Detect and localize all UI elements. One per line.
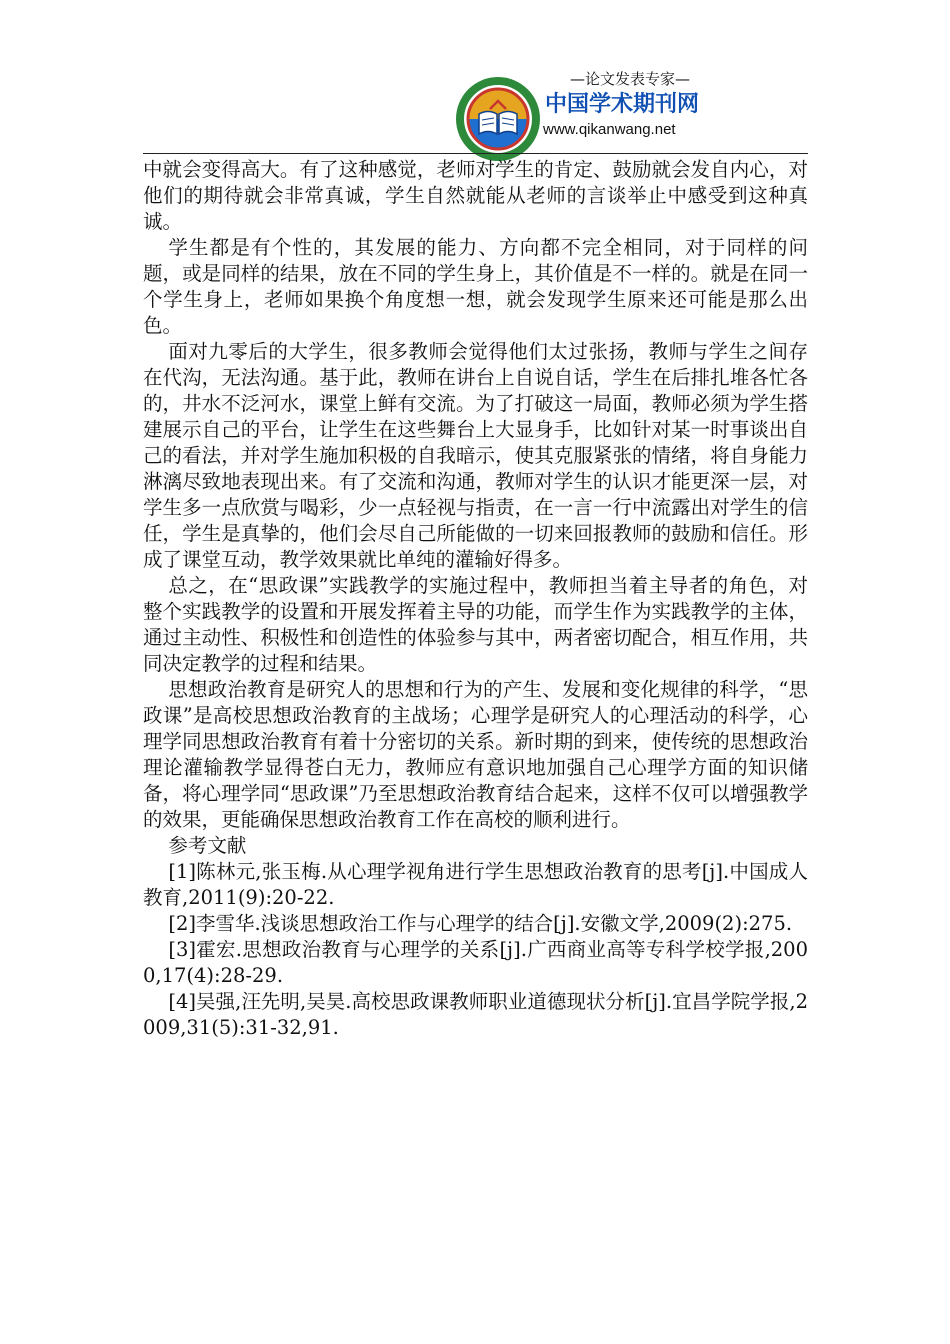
brand-site-name: 中国学术期刊网 xyxy=(545,92,700,117)
brand-site-url[interactable]: www.qikanwang.net xyxy=(543,121,676,138)
body-paragraph: 面对九零后的大学生，很多教师会觉得他们太过张扬，教师与学生之间存在代沟，无法沟通。基于此，教师在讲台上自说自话，学生在后排扎堆各忙各的，井水不泛河水，课堂上鲜有交流。为了打破这一局面，教师必须为学生搭建展示自己的平台，让学生在这些舞台上大显身手，比如针对某一时事谈出自己的看法，并对学生施加积极的自我暗示，使其克服紧张的情绪，将自身能力淋漓尽致地表现出来。有了交流和沟通，教师对学生的认识才能更深一层，对学生多一点欣赏与喝彩，少一点轻视与指责，在一言一行中流露出对学生的信任，学生是真挚的，他们会尽自己所能做的一切来回报教师的鼓励和信任。形成了课堂互动，教学效果就比单纯的灌输好得多。 xyxy=(143,340,808,571)
reference-item: [1]陈林元,张玉梅.从心理学视角进行学生思想政治教育的思考[j].中国成人教育,2011(9):20-22. xyxy=(143,860,808,909)
body-paragraph: 学生都是有个性的，其发展的能力、方向都不完全相同，对于同样的问题，或是同样的结果，放在不同的学生身上，其价值是不一样的。就是在同一个学生身上，老师如果换个角度想一想，就会发现学生原来还可能是那么出色。 xyxy=(143,236,808,337)
reference-item: [2]李雪华.浅谈思想政治工作与心理学的结合[j].安徽文学,2009(2):275. xyxy=(168,912,793,935)
site-header xyxy=(455,68,715,156)
body-paragraph: 思想政治教育是研究人的思想和行为的产生、发展和变化规律的科学，“思政课”是高校思想政治教育的主战场；心理学是研究人的心理活动的科学，心理学同思想政治教育有着十分密切的关系。新时期的到来，使传统的思想政治理论灌输教学显得苍白无力，教师应有意识地加强自己心理学方面的知识储备，将心理学同“思政课”乃至思想政治教育结合起来，这样不仅可以增强教学的效果，更能确保思想政治教育工作在高校的顺利进行。 xyxy=(143,678,808,831)
body-paragraph: 总之，在“思政课”实践教学的实施过程中，教师担当着主导者的角色，对整个实践教学的设置和开展发挥着主导的功能，而学生作为实践教学的主体，通过主动性、积极性和创造性的体验参与其中，两者密切配合，相互作用，共同决定教学的过程和结果。 xyxy=(143,574,808,675)
brand-tagline: —论文发表专家— xyxy=(569,70,690,88)
header-divider xyxy=(143,153,808,154)
reference-item: [3]霍宏.思想政治教育与心理学的关系[j].广西商业高等专科学校学报,2000,17(4):28-29. xyxy=(143,938,808,987)
reference-item: [4]吴强,汪先明,吴昊.高校思政课教师职业道德现状分析[j].宜昌学院学报,2009,31(5):31-32,91. xyxy=(143,990,808,1039)
body-paragraph: 中就会变得高大。有了这种感觉，老师对学生的肯定、鼓励就会发自内心，对他们的期待就会非常真诚，学生自然就能从老师的言谈举止中感受到这种真诚。 xyxy=(143,158,808,233)
article-body xyxy=(143,157,808,1041)
references-heading: 参考文献 xyxy=(168,834,247,857)
brand-text-block xyxy=(539,68,719,140)
qikanwang-logo-icon xyxy=(455,76,541,162)
